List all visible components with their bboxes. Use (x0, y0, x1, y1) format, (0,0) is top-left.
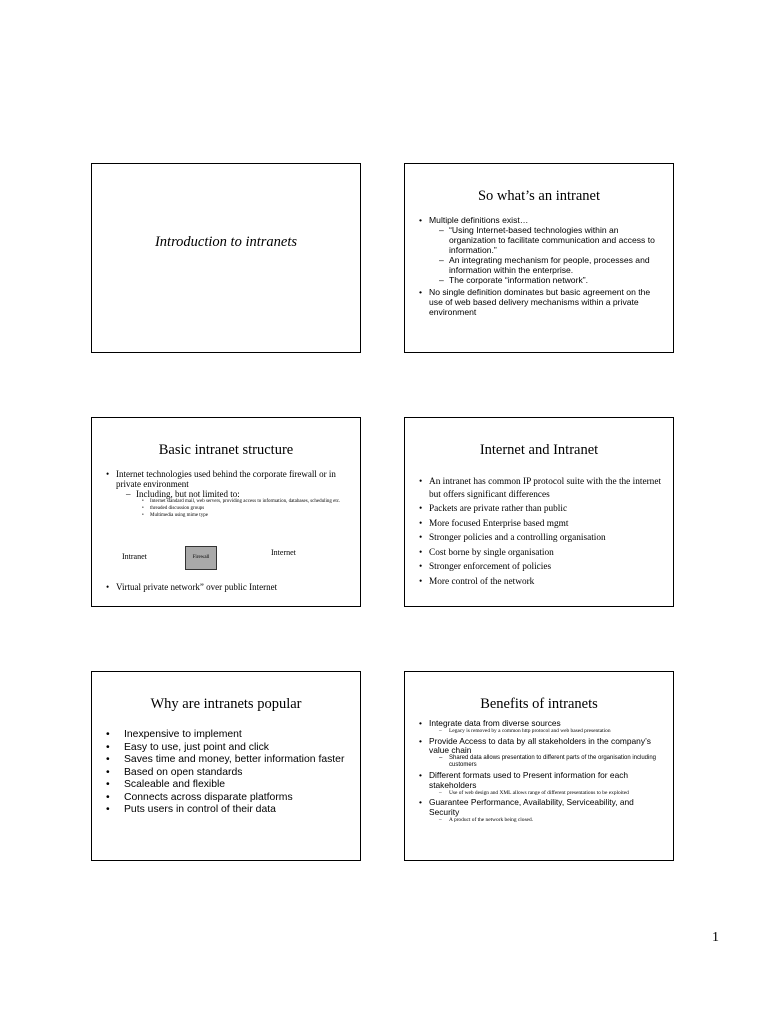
slide-1 (91, 163, 361, 353)
bullet-text: Guarantee Performance, Availability, Serviceability, and Security (429, 797, 634, 817)
list-item (405, 275, 663, 285)
list-item (92, 767, 350, 780)
sub-sub-bullet-text: threaded discussion groups (150, 506, 205, 511)
list-item (92, 792, 350, 805)
list-item (92, 779, 350, 792)
sub-bullet-text: An integrating mechanism for people, processes and information within the enterprise. (449, 255, 650, 275)
slide-5-title: Why are intranets popular (150, 696, 302, 712)
list-item (92, 512, 348, 519)
bullet-text: Inexpensive to implement (124, 729, 242, 740)
internet-label: Internet (271, 548, 296, 557)
list-item (405, 576, 663, 589)
bullet-text: Puts users in control of their data (124, 804, 276, 815)
firewall-label: Firewall (192, 555, 210, 560)
list-item (92, 804, 350, 817)
slide-2-title: So what’s an intranet (477, 188, 601, 204)
list-item (405, 728, 663, 735)
list-item (92, 489, 350, 499)
sub-sub-bullet-text: Internet standard mail, web servers, providing access to information, databases, scheduling etc. (150, 499, 341, 504)
list-item (405, 817, 663, 824)
bullet-text: Packets are private rather than public (429, 504, 568, 514)
slide-6-title: Benefits of intranets (480, 696, 598, 712)
list-item (405, 215, 663, 225)
bullet-text: More focused Enterprise based mgmt (429, 518, 569, 529)
sub-bullet-text: Use of web design and XML allows range of different presentations to be exploited (449, 789, 629, 796)
sub-bullet-text: A product of the network being closed. (449, 817, 533, 824)
list-item (405, 255, 663, 275)
bullet-text: Provide Access to data by all stakeholders in the company’s value chain (429, 735, 651, 756)
slide-4 (404, 417, 674, 607)
bullet-text: Multiple definitions exist… (429, 215, 529, 225)
bullet-text: An intranet has common IP protocol suite with the the internet but offers significant differences (429, 477, 662, 500)
list-item (92, 469, 350, 489)
bullet-text: Easy to use, just point and click (124, 741, 269, 753)
list-item (405, 771, 663, 790)
list-item (405, 790, 663, 797)
bullet-text: More control of the network (429, 576, 535, 587)
bullet-text: No single definition dominates but basic agreement on the use of web based delivery mechanisms within a private environment (429, 287, 651, 317)
network-diagram (92, 542, 360, 578)
bullet-text: Stronger policies and a controlling organisation (429, 533, 606, 543)
list-item (92, 754, 350, 767)
list-item (405, 532, 663, 545)
sub-bullet-text: Shared data allows presentation to different parts of the organisation including customers (449, 755, 657, 769)
slide-4-title: Internet and Intranet (479, 442, 599, 458)
sub-sub-bullet-text: Multimedia using mime type (150, 513, 208, 518)
bullet-text: Virtual private network” over public Internet (116, 582, 278, 592)
list-item (405, 503, 663, 516)
intranet-label: Intranet (122, 552, 147, 561)
sub-bullet-text: The corporate “information network”. (449, 275, 588, 285)
bullet-text: Connects across disparate platforms (124, 791, 293, 803)
firewall-box (185, 546, 217, 570)
bullet-text: Cost borne by single organisation (429, 547, 554, 558)
list-item (92, 582, 350, 592)
bullet-text: Based on open standards (124, 766, 243, 778)
sub-bullet-text: Legacy is removed by a common http protocol and web based presentation (449, 728, 611, 735)
list-item (92, 505, 348, 512)
slide-6 (404, 671, 674, 861)
bullet-text: Saves time and money, better information faster (124, 754, 345, 765)
list-item (92, 729, 350, 742)
list-item (405, 225, 663, 255)
page-number: 1 (712, 930, 719, 945)
list-item (405, 719, 663, 728)
sub-bullet-text: Including, but not limited to: (136, 489, 240, 499)
slide-2 (404, 163, 674, 353)
sub-bullet-text: “Using Internet-based technologies within an organization to facilitate communication and access to information.” (449, 225, 655, 255)
slide-3-title: Basic intranet structure (158, 442, 294, 458)
list-item (92, 742, 350, 755)
slide-1-title: Introduction to intranets (154, 234, 298, 250)
list-item (405, 518, 663, 531)
bullet-text: Stronger enforcement of policies (429, 562, 552, 572)
list-item (405, 547, 663, 560)
list-item (405, 287, 663, 317)
bullet-text: Internet technologies used behind the corporate firewall or in private environment (116, 469, 336, 489)
list-item (405, 737, 663, 756)
slide-5 (91, 671, 361, 861)
bullet-text: Different formats used to Present information for each stakeholders (429, 770, 629, 790)
list-item (405, 561, 663, 574)
bullet-text: Integrate data from diverse sources (429, 718, 561, 728)
slide-3 (91, 417, 361, 607)
list-item (405, 798, 663, 817)
bullet-text: Scaleable and flexible (124, 779, 226, 790)
list-item (405, 755, 663, 769)
list-item (405, 476, 663, 501)
